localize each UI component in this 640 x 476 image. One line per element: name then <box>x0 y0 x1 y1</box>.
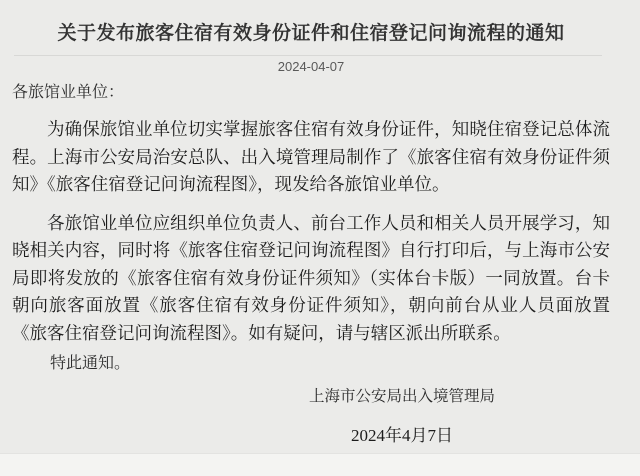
publish-date: 2024-04-07 <box>277 59 345 74</box>
notice-paragraph-1: 为确保旅馆业单位切实掌握旅客住宿有效身份证件，知晓住宿登记总体流程。上海市公安局治安总队、出入境管理局制作了《旅客住宿有效身份证件须知》《旅客住宿登记问询流程图》，现发给各旅馆业单位。 <box>12 119 610 194</box>
issuer-signature: 上海市公安局出入境管理局 <box>308 388 495 405</box>
closing-note: 特此通知。 <box>50 355 131 372</box>
notice-paragraph-2: 各旅馆业单位应组织单位负责人、前台工作人员和相关人员开展学习，知晓相关内容，同时将《旅客住宿登记问询流程图》自行打印后，与上海市公安局即将发放的《旅客住宿有效身份证件须知》（实体台卡版）一同放置。台卡朝向旅客面放置《旅客住宿有效身份证件须知》，朝向前台从业人员面放置《旅客住宿登记问询流程图》。如有疑问，请与辖区派出所联系。 <box>12 212 610 343</box>
signature-date: 2024年4月7日 <box>351 426 453 445</box>
bottom-strip <box>0 453 640 476</box>
signature-block <box>304 387 500 448</box>
notice-title: 关于发布旅客住宿有效身份证件和住宿登记问询流程的通知 <box>57 23 565 44</box>
salutation: 各旅馆业单位： <box>12 84 125 101</box>
